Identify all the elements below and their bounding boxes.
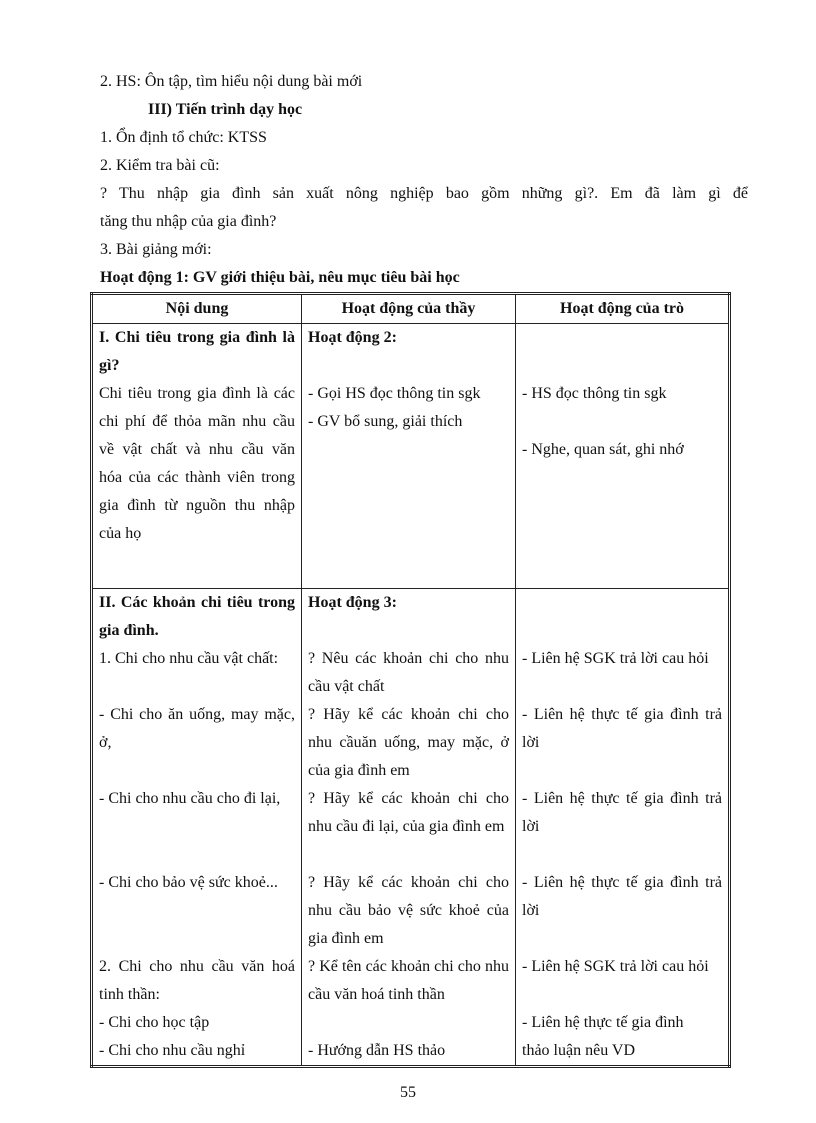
activity-1-heading: Hoạt động 1: GV giới thiệu bài, nêu mục tiêu bài học <box>100 269 460 286</box>
content-cell <box>92 589 302 1067</box>
section-1-content: Chi tiêu trong gia đình là các chi phí để thỏa mãn nhu cầu về vật chất và nhu cầu văn hóa của các thành viên trong gia đình từ nguồn thu nhập của họ <box>99 385 295 542</box>
teacher-step: - Gọi HS đọc thông tin sgk <box>308 385 481 402</box>
header-content: Nội dung <box>92 294 302 324</box>
lesson-table <box>90 292 731 1068</box>
activity-3-heading: Hoạt động 3: <box>308 594 397 611</box>
student-answer: - Liên hệ thực tế gia đình trả lời <box>522 706 722 751</box>
table-header-row <box>92 294 730 324</box>
line-organization: 1. Ổn định tổ chức: KTSS <box>100 129 267 146</box>
teacher-cell <box>302 324 516 589</box>
content-item: - Chi cho nhu cầu cho đi lại, <box>99 790 281 807</box>
question-line-1: ? Thu nhập gia đình sản xuất nông nghiệp bao gồm những gì?. Em đã làm gì để <box>100 185 748 202</box>
section-1-title: I. Chi tiêu trong gia đình là gì? <box>99 329 295 374</box>
line-old-lesson-check: 2. Kiểm tra bài cũ: <box>100 157 220 174</box>
teacher-question: ? Hãy kể các khoản chi cho nhu cầuăn uống, may mặc, ở của gia đình em <box>308 706 509 779</box>
student-cell <box>516 324 730 589</box>
student-answer: - Liên hệ SGK trả lời cau hỏi <box>522 650 709 667</box>
content-item: 1. Chi cho nhu cầu vật chất: <box>99 650 279 667</box>
line-new-lesson: 3. Bài giảng mới: <box>100 241 212 258</box>
student-answer: thảo luận nêu VD <box>522 1042 636 1059</box>
header-teacher: Hoạt động của thầy <box>302 294 516 324</box>
student-cell <box>516 589 730 1067</box>
question-line-2: tăng thu nhập của gia đình? <box>100 213 277 230</box>
line-preparation: 2. HS: Ôn tập, tìm hiểu nội dung bài mới <box>100 73 363 90</box>
teacher-question: ? Hãy kể các khoản chi cho nhu cầu bảo vệ sức khoẻ của gia đình em <box>308 874 509 947</box>
student-answer: - Liên hệ thực tế gia đình trả lời <box>522 790 722 835</box>
student-step: - Nghe, quan sát, ghi nhớ <box>522 441 684 458</box>
student-answer: - Liên hệ SGK trả lời cau hỏi <box>522 958 709 975</box>
content-item: - Chi cho bảo vệ sức khoẻ... <box>99 874 278 891</box>
teacher-step: - GV bổ sung, giải thích <box>308 413 463 430</box>
section-heading: III) Tiến trình dạy học <box>148 101 303 118</box>
content-item: 2. Chi cho nhu cầu văn hoá tinh thần: <box>99 958 295 1003</box>
student-answer: - Liên hệ thực tế gia đình trả lời <box>522 874 722 919</box>
content-item: - Chi cho học tập <box>99 1014 210 1031</box>
section-2-title: II. Các khoản chi tiêu trong gia đình. <box>99 594 295 639</box>
header-student: Hoạt động của trò <box>516 294 730 324</box>
teacher-question: ? Kể tên các khoản chi cho nhu cầu văn hoá tinh thần <box>308 958 509 1003</box>
activity-2-heading: Hoạt động 2: <box>308 329 397 346</box>
student-answer: - Liên hệ thực tế gia đình <box>522 1014 684 1031</box>
table-row <box>92 589 730 1067</box>
teacher-cell <box>302 589 516 1067</box>
teacher-question: ? Nêu các khoản chi cho nhu cầu vật chất <box>308 650 509 695</box>
student-step: - HS đọc thông tin sgk <box>522 385 667 402</box>
table-row <box>92 324 730 589</box>
page-number: 55 <box>400 1084 416 1101</box>
content-item: - Chi cho ăn uống, may mặc, ở, <box>99 706 295 751</box>
content-item: - Chi cho nhu cầu nghỉ <box>99 1042 246 1059</box>
content-cell <box>92 324 302 589</box>
teacher-question: ? Hãy kể các khoản chi cho nhu cầu đi lại, của gia đình em <box>308 790 509 835</box>
teacher-question: - Hướng dẫn HS thảo <box>308 1042 446 1059</box>
